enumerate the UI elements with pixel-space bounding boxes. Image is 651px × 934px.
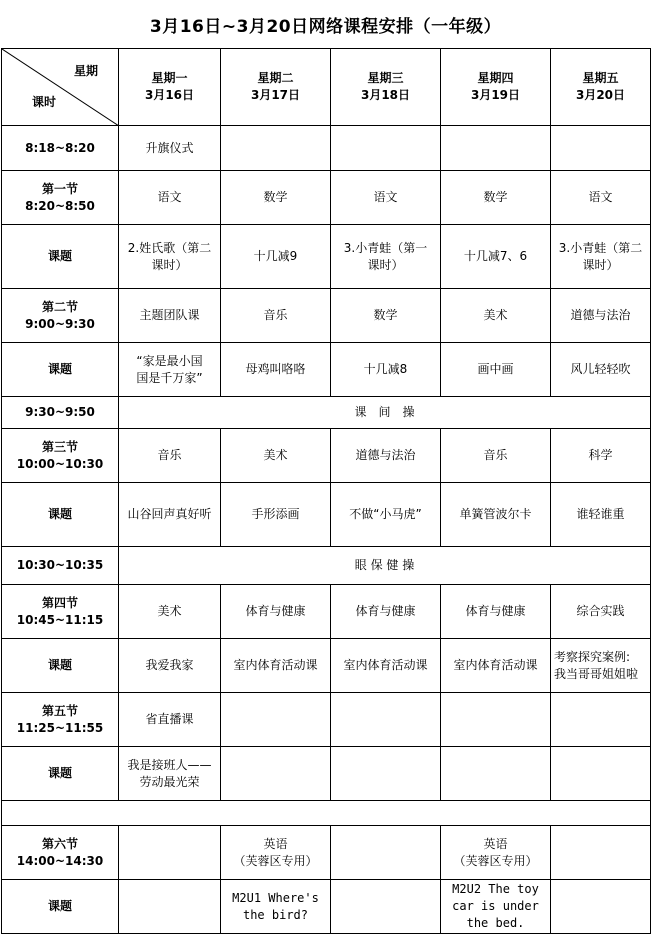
topic-cell: 室内体育活动课 [221,639,331,693]
course-cell [551,826,651,880]
day-header-tue: 星期二 3月17日 [221,49,331,126]
eye-exercise-cell: 眼 保 健 操 [119,547,651,585]
time-cell: 10:30~10:35 [2,547,119,585]
topic-cell: M2U1 Where's the bird? [221,880,331,934]
page-title: 3月16日~3月20日网络课程安排（一年级） [149,16,502,37]
topic-cell: “家是最小国 国是千万家” [119,343,221,397]
row-topic-2 [2,343,651,397]
corner-period-label: 课时 [32,95,57,109]
topic-cell: 室内体育活动课 [441,639,551,693]
topic-cell: 山谷回声真好听 [119,483,221,547]
course-cell [331,126,441,171]
row-period-3 [2,429,651,483]
corner-cell [2,49,119,126]
course-cell: 道德与法治 [551,289,651,343]
course-cell: 数学 [441,171,551,225]
topic-cell: 考察探究案例: 我当哥哥姐姐啦 [551,639,651,693]
topic-label-cell: 课题 [2,747,119,801]
period-label-cell: 第五节 11:25~11:55 [2,693,119,747]
course-cell: 升旗仪式 [119,126,221,171]
course-cell: 音乐 [221,289,331,343]
topic-cell: 手形添画 [221,483,331,547]
row-gap [2,801,651,826]
topic-cell [119,880,221,934]
course-cell [551,126,651,171]
course-cell [441,126,551,171]
time-cell: 8:18~8:20 [2,126,119,171]
course-cell [221,693,331,747]
course-cell [331,826,441,880]
course-cell: 省直播课 [119,693,221,747]
course-cell: 英语 （芙蓉区专用） [221,826,331,880]
day-header-mon: 星期一 3月16日 [119,49,221,126]
topic-label-cell: 课题 [2,225,119,289]
corner-weekday-label: 星期 [73,64,98,78]
topic-cell: 画中画 [441,343,551,397]
course-cell [221,126,331,171]
day-header-thu: 星期四 3月19日 [441,49,551,126]
period-label-cell: 第六节 14:00~14:30 [2,826,119,880]
period-label-cell: 第二节 9:00~9:30 [2,289,119,343]
course-cell: 美术 [221,429,331,483]
topic-cell [331,880,441,934]
topic-cell: 十几减8 [331,343,441,397]
header-row [2,49,651,126]
course-cell: 语文 [119,171,221,225]
course-cell: 体育与健康 [441,585,551,639]
course-cell: 英语 （芙蓉区专用） [441,826,551,880]
time-cell: 9:30~9:50 [2,397,119,429]
course-cell: 音乐 [441,429,551,483]
course-cell [441,693,551,747]
course-cell: 美术 [119,585,221,639]
topic-cell: 谁轻谁重 [551,483,651,547]
gap-cell [2,801,651,826]
course-cell: 语文 [551,171,651,225]
course-cell: 道德与法治 [331,429,441,483]
course-cell [331,693,441,747]
row-topic-5 [2,747,651,801]
topic-cell: 3.小青蛙（第二 课时） [551,225,651,289]
row-period-6 [2,826,651,880]
course-cell: 综合实践 [551,585,651,639]
course-cell: 音乐 [119,429,221,483]
topic-cell: 我爱我家 [119,639,221,693]
course-cell: 科学 [551,429,651,483]
row-eye-exercise [2,547,651,585]
topic-label-cell: 课题 [2,639,119,693]
period-label-cell: 第三节 10:00~10:30 [2,429,119,483]
period-label-cell: 第一节 8:20~8:50 [2,171,119,225]
break-exercise-cell: 课 间 操 [119,397,651,429]
topic-cell: 室内体育活动课 [331,639,441,693]
topic-cell [221,747,331,801]
row-period-1 [2,171,651,225]
row-break-exercise [2,397,651,429]
row-topic-1 [2,225,651,289]
course-cell: 语文 [331,171,441,225]
topic-label-cell: 课题 [2,880,119,934]
topic-cell: 单簧管波尔卡 [441,483,551,547]
schedule-table [1,48,651,934]
row-topic-4 [2,639,651,693]
topic-cell: 风儿轻轻吹 [551,343,651,397]
row-flag-ceremony [2,126,651,171]
row-period-5 [2,693,651,747]
row-period-4 [2,585,651,639]
topic-cell: 不做“小马虎” [331,483,441,547]
course-cell: 主题团队课 [119,289,221,343]
course-cell [119,826,221,880]
topic-label-cell: 课题 [2,343,119,397]
course-cell: 体育与健康 [221,585,331,639]
topic-cell: 2.姓氏歌（第二 课时） [119,225,221,289]
topic-label-cell: 课题 [2,483,119,547]
row-period-2 [2,289,651,343]
topic-cell: 母鸡叫咯咯 [221,343,331,397]
topic-cell: 3.小青蛙（第一 课时） [331,225,441,289]
topic-cell [331,747,441,801]
day-header-wed: 星期三 3月18日 [331,49,441,126]
topic-cell [551,747,651,801]
topic-cell: 我是接班人—— 劳动最光荣 [119,747,221,801]
topic-cell: 十几减9 [221,225,331,289]
row-topic-3 [2,483,651,547]
period-label-cell: 第四节 10:45~11:15 [2,585,119,639]
course-cell [551,693,651,747]
topic-cell [551,880,651,934]
course-cell: 数学 [331,289,441,343]
row-topic-6 [2,880,651,934]
topic-cell [441,747,551,801]
course-cell: 美术 [441,289,551,343]
course-cell: 数学 [221,171,331,225]
course-cell: 体育与健康 [331,585,441,639]
topic-cell: 十几减7、6 [441,225,551,289]
corner-diagonal [2,49,119,126]
topic-cell: M2U2 The toy car is under the bed. [441,880,551,934]
day-header-fri: 星期五 3月20日 [551,49,651,126]
